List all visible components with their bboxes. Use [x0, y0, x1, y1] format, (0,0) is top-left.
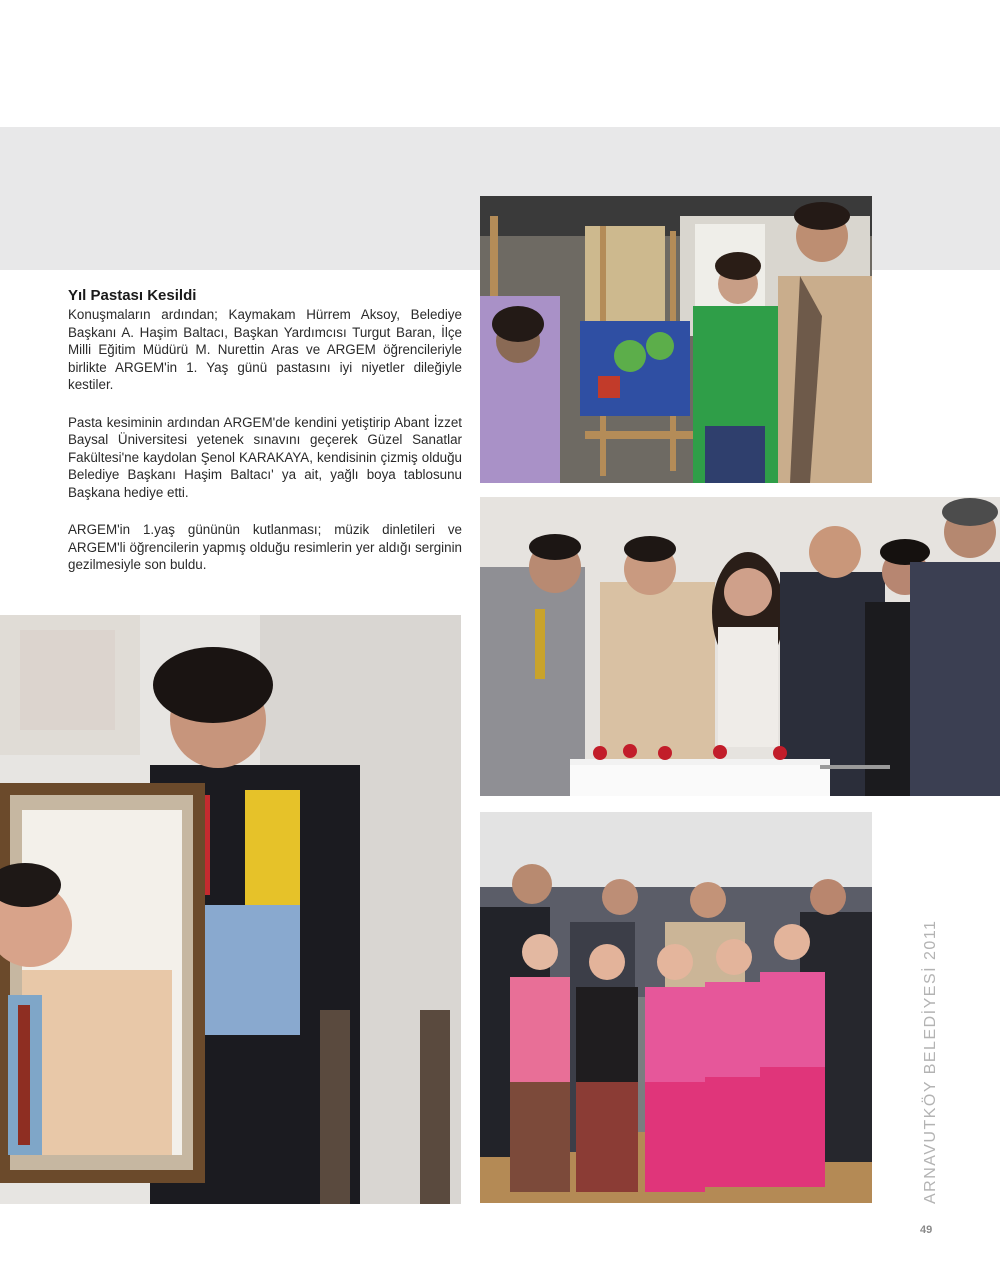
article-paragraph-2: Pasta kesiminin ardından ARGEM'de kendini yetiştirip Abant İzzet Baysal Üniversitesi yetenek sınavını geçerek Güzel Sanatlar Fakültesi'ne kaydolan Şenol KARAKAYA, kendisinin çizmiş olduğu Belediye Başkanı Haşim Baltacı' ya ait, yağlı boya tablosunu Başkana hediye etti.	[68, 414, 462, 500]
publication-title: ARNAVUTKÖY BELEDİYESİ 2011	[922, 919, 939, 1204]
photo-cake-cutting	[480, 497, 1000, 796]
article-paragraph-1: Konuşmaların ardından; Kaymakam Hürrem Aksoy, Belediye Başkanı A. Haşim Baltacı, Başkan Yardımcısı Turgut Baran, İlçe Milli Eğitim Müdürü M. Nurettin Aras ve ARGEM öğrencileriyle birlikte ARGEM'in 1. Yaş günü pastasını iyi niyetler dileğiyle kestiler.	[68, 307, 462, 392]
photo-portrait-gift	[0, 615, 461, 1204]
article-paragraph-3: ARGEM'in 1.yaş gününün kutlanması; müzik dinletileri ve ARGEM'li öğrencilerin yapmış olduğu resimlerin yer aldığı serginin gezilmesiyle son buldu.	[68, 522, 462, 572]
page-number: 49	[920, 1224, 933, 1236]
photo-folk-dancers	[480, 812, 872, 1203]
photo-art-exhibition	[480, 196, 872, 483]
article	[68, 287, 462, 594]
article-title: Yıl Pastası Kesildi	[68, 287, 197, 304]
